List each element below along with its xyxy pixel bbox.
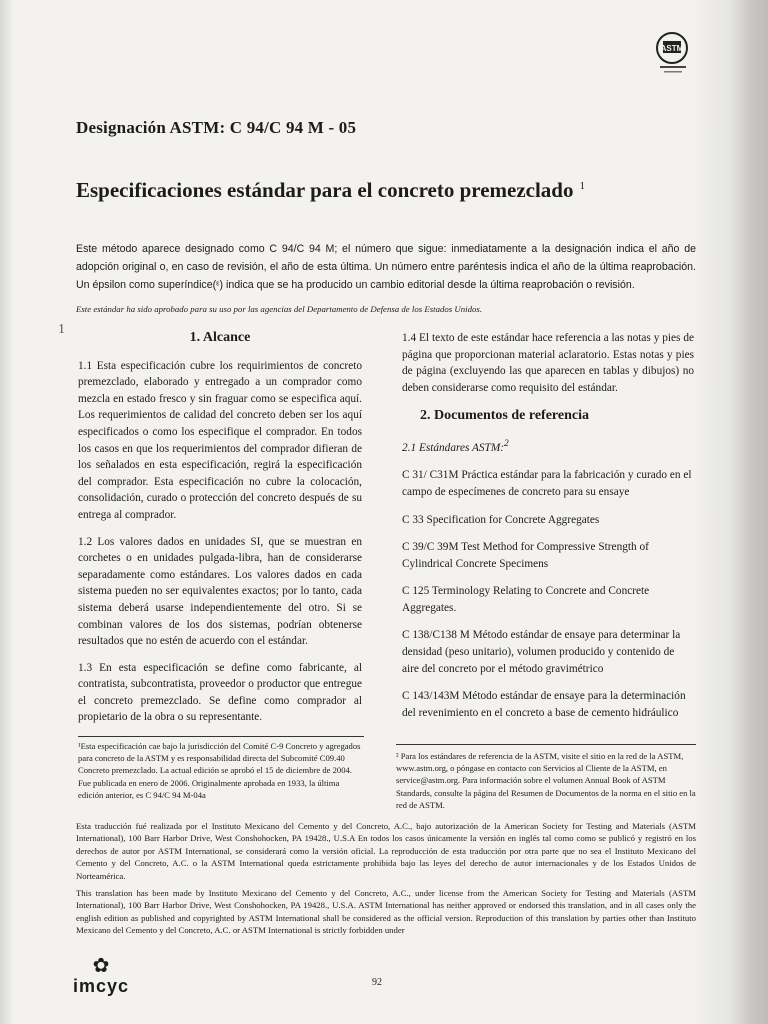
subheading-footnote-ref: 2 xyxy=(504,438,509,449)
paragraph-1-3: 1.3 En esta especificación se define como fabricante, al contratista, subcontratista, proveedor o productor que entregue el concreto premezclado. Se define como comprador al propietario de la obra o su representante. xyxy=(78,661,362,724)
page-number: 92 xyxy=(372,977,382,988)
subheading-text: 2.1 Estándares ASTM: xyxy=(402,441,504,454)
translation-notice-english: This translation has been made by Instituto Mexicano del Cemento y del Concreto, A.C., under license from the American Society for Testing and Materials (ASTM International), 100 Barr Harbor Drive, West Conshohocken, PA 19428., U.S.A. ASTM International has neither approved or endorsed this translation, and in all cases only the english edition as published and copyrighted by ASTM International shall be considered as the official version. Reproduction of this translation by parties other than Instituto Mexicano del Cemento y del Concreto, A.C. or ASTM International is strictly forbidden under xyxy=(76,888,696,936)
paragraph-1-4: 1.4 El texto de este estándar hace referencia a las notas y pies de página que proporcionan material aclaratorio. Estas notas y pies de página (excluyendo las que aparecen en tablas y dibujos) no deben considerarse como requisito del estándar. xyxy=(402,332,694,394)
section-2-heading: 2. Documentos de referencia xyxy=(420,408,589,424)
title-footnote-ref: 1 xyxy=(579,180,585,192)
translation-notice xyxy=(76,820,696,942)
right-column xyxy=(402,330,694,732)
reference-item: C 31/ C31M Práctica estándar para la fabricación y curado en el campo de especímenes de concreto para su ensaye xyxy=(402,469,692,498)
imcyc-wordmark: imcyc xyxy=(72,976,130,996)
footnote-2: ² Para los estándares de referencia de la ASTM, visite el sitio en la red de la ASTM, www.astm.org, o póngase en contacto con Servicios al Cliente de la ASTM, en service@astm.org. Para información sobre el volumen Annual Book of ASTM Standards, consulte la página del Resumen de Documentos de la norma en el sitio en la red de ASTM. xyxy=(396,751,696,810)
svg-text:ASTM: ASTM xyxy=(660,44,684,53)
footnote-1: ¹Esta especificación cae bajo la jurisdicción del Comité C-9 Concreto y agregados para concreto de la ASTM y es responsabilidad directa del Subcomité C09.40 Concreto premezclado. La actual edición se aprobó el 15 de diciembre de 2004. Fue publicada en enero de 2006. Originalmente aprobada en 1933, la última edición anterior, es C 94/C 94 M-04a xyxy=(78,741,361,800)
imcyc-logo xyxy=(66,956,136,997)
intro-paragraph: Este método aparece designado como C 94/C 94 M; el número que sigue: inmediatamente a la designación indica el año de adopción original o, en caso de revisión, el año de esta última. Un número entre paréntesis indica el año de la última reaprobación. Un épsilon como superíndice(ᵋ) indica que se ha producido un cambio editorial desde la última reaprobación o revisión. xyxy=(76,243,696,291)
reference-item: C 143/143M Método estándar de ensaye para la determinación del revenimiento en el concreto a base de cemento hidráulico xyxy=(402,690,686,719)
reference-item: C 33 Specification for Concrete Aggregates xyxy=(402,513,600,526)
reference-item: C 138/C138 M Método estándar de ensaye para determinar la densidad (peso unitario), volumen producido y contenido de aire del concreto por el método gravimétrico xyxy=(402,629,681,675)
subheading-2-1 xyxy=(402,436,694,456)
imcyc-mark-icon: ✿ xyxy=(92,955,110,977)
approval-note: Este estándar ha sido aprobado para su uso por las agencias del Departamento de Defensa de los Estados Unidos. xyxy=(76,304,483,314)
left-column xyxy=(78,330,362,736)
page-left-shadow xyxy=(0,0,14,1024)
designation: Designación ASTM: C 94/C 94 M - 05 xyxy=(76,118,357,137)
translation-notice-spanish: Esta traducción fué realizada por el Instituto Mexicano del Cemento y del Concreto, A.C., bajo autorización de la American Society for Testing and Materials (ASTM International), 100 Barr Harbor Drive, West Conshohocken, PA 19428., U.S.A En todos los casos únicamente la versión en inglés tal como como se publicó y registró en los derechos de autor por ASTM International, se considerará como la versión oficial. La reproducción de esta traducción por otra parte que no sea el Instituto Mexicano del Cemento y del Concreto, A.C. o la ASTM International queda estrictamente prohibida bajo las leyes del derecho de autor internacionales y de los Estados Unidos de Norteamérica. xyxy=(76,821,696,881)
astm-logo xyxy=(650,28,698,80)
footnote-divider-left xyxy=(78,736,364,737)
reference-item: C 125 Terminology Relating to Concrete and Concrete Aggregates. xyxy=(402,585,650,614)
page-title xyxy=(76,178,585,203)
reference-item: C 39/C 39M Test Method for Compressive Strength of Cylindrical Concrete Specimens xyxy=(402,541,649,570)
paragraph-1-2: 1.2 Los valores dados en unidades SI, que se muestran en corchetes o en unidades pulgada-libra, han de considerarse separadamente como estándares. Los valores dados en cada sistema pueden no ser equivalentes exactos; por lo tanto, cada sistema deberá usarse independientemente del otro. Si se combinan valores de los dos sistemas, podrían obtenerse resultados que no estén de acuerdo con el estándar. xyxy=(78,535,362,648)
margin-mark: 1 xyxy=(58,322,65,337)
title-text: Especificaciones estándar para el concreto premezclado xyxy=(76,178,574,202)
section-1-heading: 1. Alcance xyxy=(189,330,251,345)
page-right-shadow xyxy=(698,0,768,1024)
paragraph-1-1: 1.1 Esta especificación cubre los requirimientos de concreto premezclado, elaborado y entregado a un comprador como mezcla en estado fresco y sin fraguar como se especifica aquí. Los requerimientos de calidad del concreto deben ser los aquí especificados o como los especifique el comprador. En todos los casos en que los requerimientos del comprador difieran de los señalados en esta especificación, regirá la especificación del comprador. Esta especificación no cubre la colocación, consolidación, curado o protección del concreto después de su entrega al comprador. xyxy=(78,359,362,521)
footnote-divider-right xyxy=(396,744,696,745)
